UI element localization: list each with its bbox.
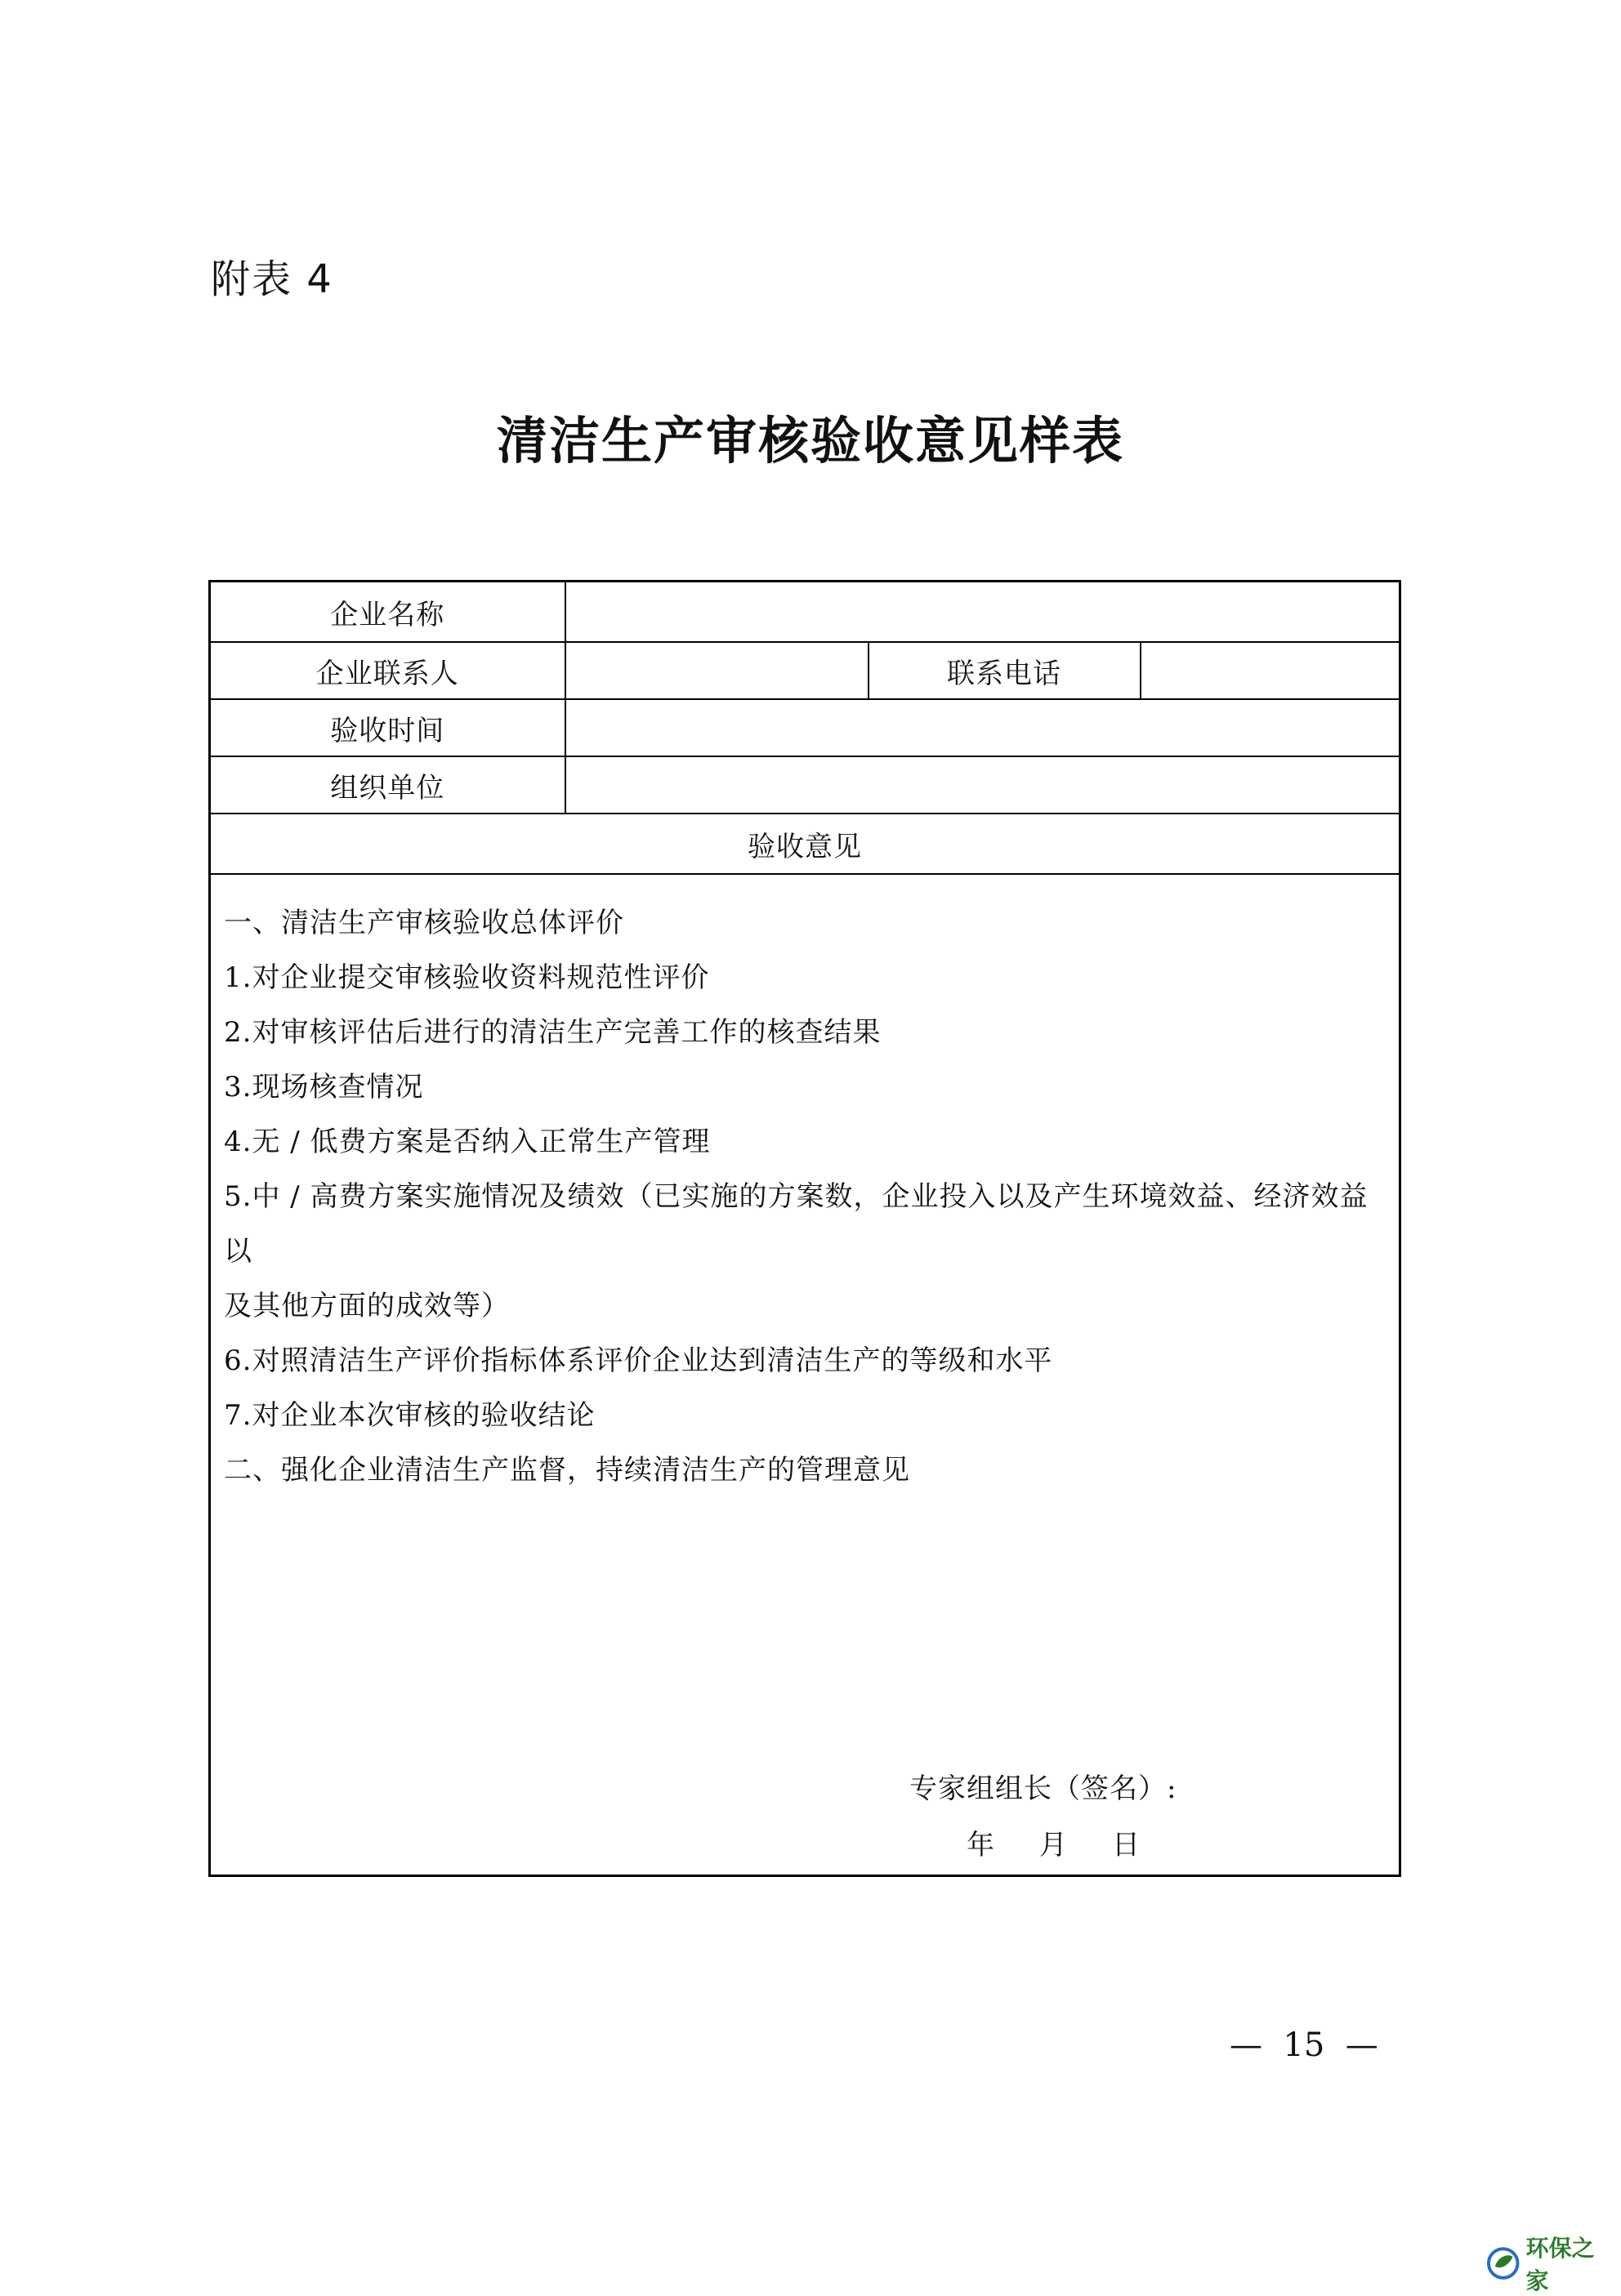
opinion-line: 3.现场核查情况 [224,1071,424,1103]
opinion-header: 验收意见 [210,814,1400,874]
acceptance-time-field[interactable] [565,699,1400,756]
opinion-line: 2.对审核评估后进行的清洁生产完善工作的核查结果 [224,1016,882,1049]
date-day: 日 [1112,1829,1141,1861]
opinion-line: 5.中 / 高费方案实施情况及绩效（已实施的方案数，企业投入以及产生环境效益、经济效益以 [224,1180,1369,1268]
row-company-name [210,582,1400,643]
opinion-lines [211,875,1399,1498]
row-acceptance-time [210,699,1400,756]
watermark-logo [1485,2235,1616,2294]
row-contact [210,642,1400,699]
opinion-line: 4.无 / 低费方案是否纳入正常生产管理 [224,1126,711,1158]
organizer-label: 组织单位 [210,756,565,814]
row-opinion-body [210,874,1400,1876]
signature-label: 专家组组长（签名）: [909,1772,1177,1805]
opinion-line: 6.对照清洁生产评价指标体系评价企业达到清洁生产的等级和水平 [224,1344,1053,1377]
attachment-label: 附表 4 [211,256,333,302]
leaf-logo-icon [1485,2245,1521,2281]
row-opinion-header [210,814,1400,874]
phone-field[interactable] [1141,642,1400,699]
opinion-line: 7.对企业本次审核的验收结论 [224,1399,596,1432]
company-name-label: 企业名称 [210,582,565,643]
opinion-line: 1.对企业提交审核验收资料规范性评价 [224,961,710,994]
date-year: 年 [967,1829,995,1861]
contact-person-label: 企业联系人 [210,642,565,699]
signature-block [909,1761,1177,1874]
opinion-content[interactable] [210,874,1400,1876]
opinion-line: 一、清洁生产审核验收总体评价 [224,907,624,939]
row-organizer [210,756,1400,814]
page-number: — 15 — [1230,2026,1378,2064]
company-name-field[interactable] [565,582,1400,643]
organizer-field[interactable] [565,756,1400,814]
phone-label: 联系电话 [869,642,1141,699]
acceptance-time-label: 验收时间 [210,699,565,756]
watermark-text: 环保之家 [1525,2235,1595,2294]
acceptance-form-table [208,580,1401,1877]
contact-person-field[interactable] [565,642,869,699]
page-title: 清洁生产审核验收意见样表 [496,411,1124,470]
opinion-line: 及其他方面的成效等） [224,1290,510,1322]
opinion-line: 二、强化企业清洁生产监督，持续清洁生产的管理意见 [224,1454,910,1487]
date-month: 月 [1039,1829,1068,1861]
signature-date [909,1817,1177,1874]
